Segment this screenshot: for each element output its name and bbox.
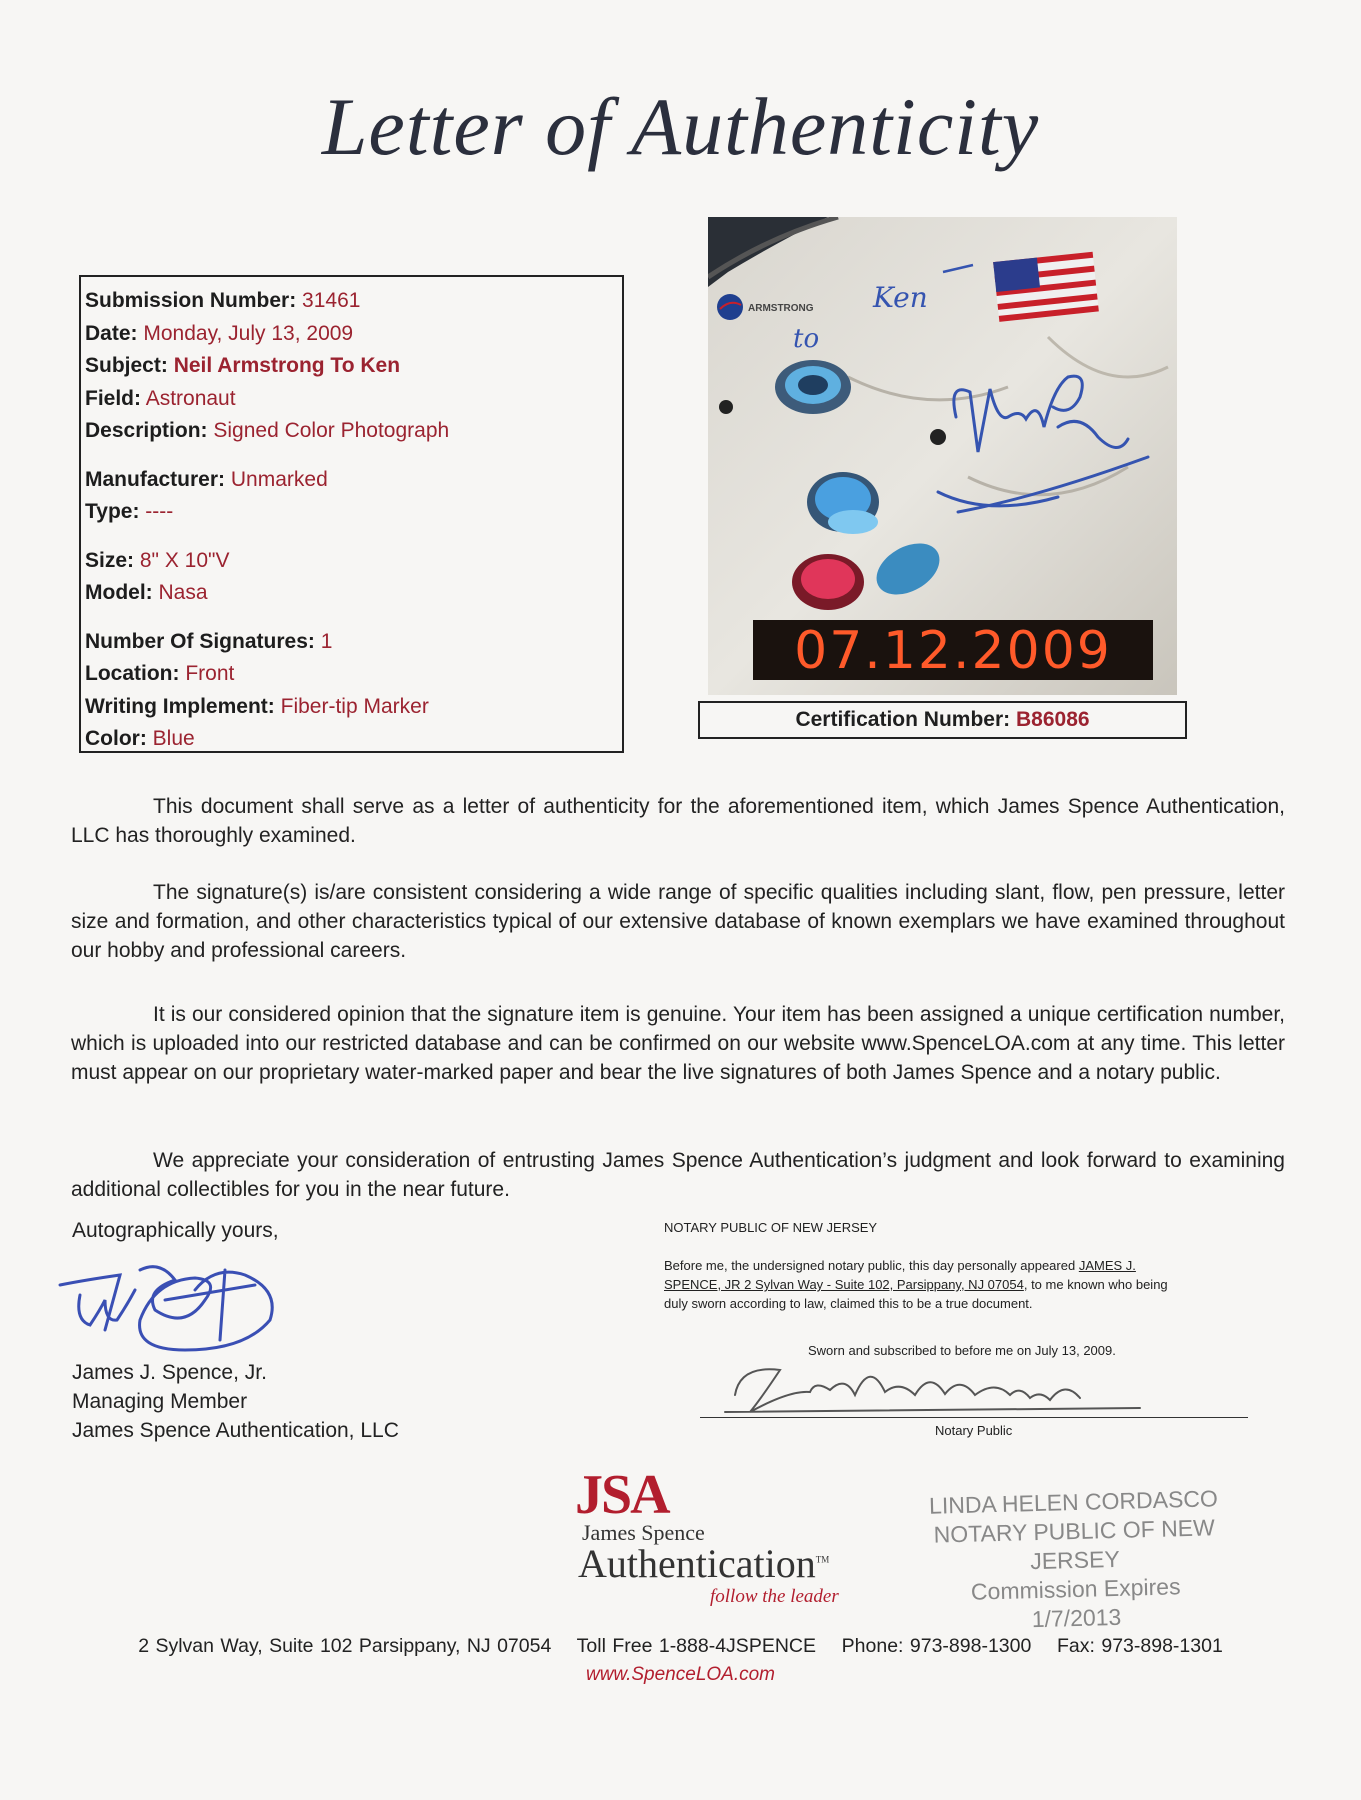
us-flag-icon bbox=[993, 252, 1099, 322]
paragraph-4: We appreciate your consideration of entrusting James Spence Authentication’s judgment and look forward to examining additional collectibles for you in the near future. bbox=[71, 1149, 1285, 1201]
description-value: Signed Color Photograph bbox=[213, 419, 450, 442]
writing-implement-value: Fiber-tip Marker bbox=[280, 694, 429, 718]
type-label: Type: bbox=[85, 500, 140, 523]
photo-date-stamp: 07.12.2009 bbox=[753, 620, 1153, 680]
color-label: Color: bbox=[85, 727, 147, 750]
signature-count-row bbox=[85, 626, 618, 659]
footer-address: 2 Sylvan Way, Suite 102 Parsippany, NJ 07054 bbox=[138, 1635, 552, 1657]
model-value: Nasa bbox=[158, 581, 208, 604]
notary-signature-line bbox=[700, 1417, 1248, 1418]
signer-block bbox=[72, 1358, 399, 1445]
signature-count-label: Number Of Signatures: bbox=[85, 629, 315, 653]
color-row bbox=[85, 723, 618, 756]
notary-stamp bbox=[928, 1484, 1222, 1637]
footer-phone: Phone: 973-898-1300 bbox=[841, 1635, 1032, 1657]
field-value: Astronaut bbox=[145, 386, 236, 410]
writing-implement-row bbox=[85, 691, 618, 724]
type-value: ---- bbox=[145, 500, 174, 523]
nasa-patch-icon bbox=[717, 294, 743, 320]
model-label: Model: bbox=[85, 581, 153, 604]
subject-row bbox=[85, 350, 618, 383]
signer-role: Managing Member bbox=[72, 1390, 248, 1413]
stamp-line-2: NOTARY PUBLIC OF NEW JERSEY bbox=[933, 1514, 1216, 1575]
location-row bbox=[85, 658, 618, 691]
manufacturer-row bbox=[85, 464, 618, 497]
notary-signature bbox=[720, 1350, 1160, 1420]
footer-fax: Fax: 973-898-1301 bbox=[1057, 1635, 1223, 1657]
name-tag: ARMSTRONG bbox=[748, 303, 814, 314]
inscription-to: to bbox=[793, 324, 820, 354]
submission-number-value: 31461 bbox=[302, 289, 361, 312]
document-title: Letter of Authenticity bbox=[321, 81, 1040, 172]
notary-statement-appearer: JAMES J. SPENCE, JR 2 Sylvan Way - Suite 102, Parsippany, NJ 07054 bbox=[664, 1258, 1136, 1292]
subject-value: Neil Armstrong To Ken bbox=[173, 354, 401, 377]
notary-statement bbox=[664, 1256, 1194, 1313]
notary-heading: NOTARY PUBLIC OF NEW JERSEY bbox=[664, 1220, 878, 1235]
field-row bbox=[85, 383, 618, 416]
submission-number-label: Submission Number: bbox=[85, 289, 297, 312]
model-row bbox=[85, 577, 618, 610]
writing-implement-label: Writing Implement: bbox=[85, 694, 275, 718]
certification-number-value: B86086 bbox=[1015, 708, 1090, 731]
stamp-line-3: Commission Expires 1/7/2013 bbox=[970, 1573, 1181, 1633]
suit-connector-top-icon bbox=[775, 360, 851, 414]
jsa-logo-word bbox=[578, 1540, 829, 1587]
footer-contact bbox=[0, 1635, 1361, 1658]
certification-number-label: Certification Number: bbox=[795, 708, 1011, 731]
date-label: Date: bbox=[85, 321, 138, 345]
jsa-logo-tagline: follow the leader bbox=[710, 1586, 839, 1607]
submission-number-row bbox=[85, 285, 618, 318]
location-value: Front bbox=[185, 662, 235, 685]
signer-company: James Spence Authentication, LLC bbox=[72, 1419, 399, 1442]
paragraph-2: The signature(s) is/are consistent considering a wide range of specific qualities including slant, flow, pen pressure, letter size and formation, and other characteristics typical of our extensive database of known exemplars we have examined throughout our hobby and professional careers. bbox=[71, 881, 1285, 962]
description-label: Description: bbox=[85, 419, 208, 442]
signature-count-value: 1 bbox=[320, 629, 333, 653]
description-row bbox=[85, 415, 618, 448]
footer-tollfree: Toll Free 1-888-4JSPENCE bbox=[576, 1635, 816, 1657]
notary-statement-suffix: , to me known who being duly sworn according to law, claimed this to be a true document. bbox=[664, 1277, 1168, 1311]
jsa-logo-letters: JSA bbox=[575, 1464, 669, 1526]
inscription-ken: Ken bbox=[873, 281, 928, 314]
notary-sworn-date: Sworn and subscribed to before me on July 13, 2009. bbox=[808, 1343, 1116, 1358]
notary-label: Notary Public bbox=[935, 1423, 1013, 1438]
footer-website-link[interactable]: www.SpenceLOA.com bbox=[585, 1664, 776, 1685]
manufacturer-label: Manufacturer: bbox=[85, 467, 226, 491]
stamp-line-1: LINDA HELEN CORDASCO bbox=[928, 1485, 1219, 1519]
paragraph-1: This document shall serve as a letter of authenticity for the aforementioned item, which James Spence Authentication, LLC has thoroughly examined. bbox=[71, 795, 1285, 847]
date-row bbox=[85, 318, 618, 351]
jsa-trademark: TM bbox=[815, 1554, 830, 1565]
closing-salutation: Autographically yours, bbox=[72, 1219, 279, 1242]
certification-number-box bbox=[698, 701, 1187, 739]
location-label: Location: bbox=[85, 662, 180, 685]
notary-statement-prefix: Before me, the undersigned notary public, this day personally appeared bbox=[664, 1258, 1079, 1273]
james-spence-signature bbox=[45, 1250, 285, 1360]
size-label: Size: bbox=[85, 548, 135, 572]
jsa-logo bbox=[560, 1464, 860, 1620]
color-value: Blue bbox=[152, 727, 195, 750]
paragraph-3: It is our considered opinion that the signature item is genuine. Your item has been assigned a unique certification number, which is uploaded into our restricted database and can be confirmed on our website www.SpenceLOA.com at any time. This letter must appear on our proprietary water-marked paper and bear the live signatures of both James Spence and a notary public. bbox=[71, 1003, 1285, 1084]
signer-name: James J. Spence, Jr. bbox=[72, 1361, 267, 1384]
field-label: Field: bbox=[85, 386, 141, 410]
subject-label: Subject: bbox=[85, 354, 168, 377]
size-value: 8" X 10"V bbox=[139, 548, 230, 572]
item-details-box bbox=[79, 275, 624, 753]
manufacturer-value: Unmarked bbox=[230, 467, 328, 491]
signed-photograph bbox=[708, 217, 1177, 695]
date-value: Monday, July 13, 2009 bbox=[143, 321, 354, 345]
jsa-logo-word-text: Authentication bbox=[578, 1541, 816, 1586]
jsa-logo-name: James Spence bbox=[582, 1520, 705, 1545]
size-row bbox=[85, 545, 618, 578]
type-row bbox=[85, 496, 618, 529]
